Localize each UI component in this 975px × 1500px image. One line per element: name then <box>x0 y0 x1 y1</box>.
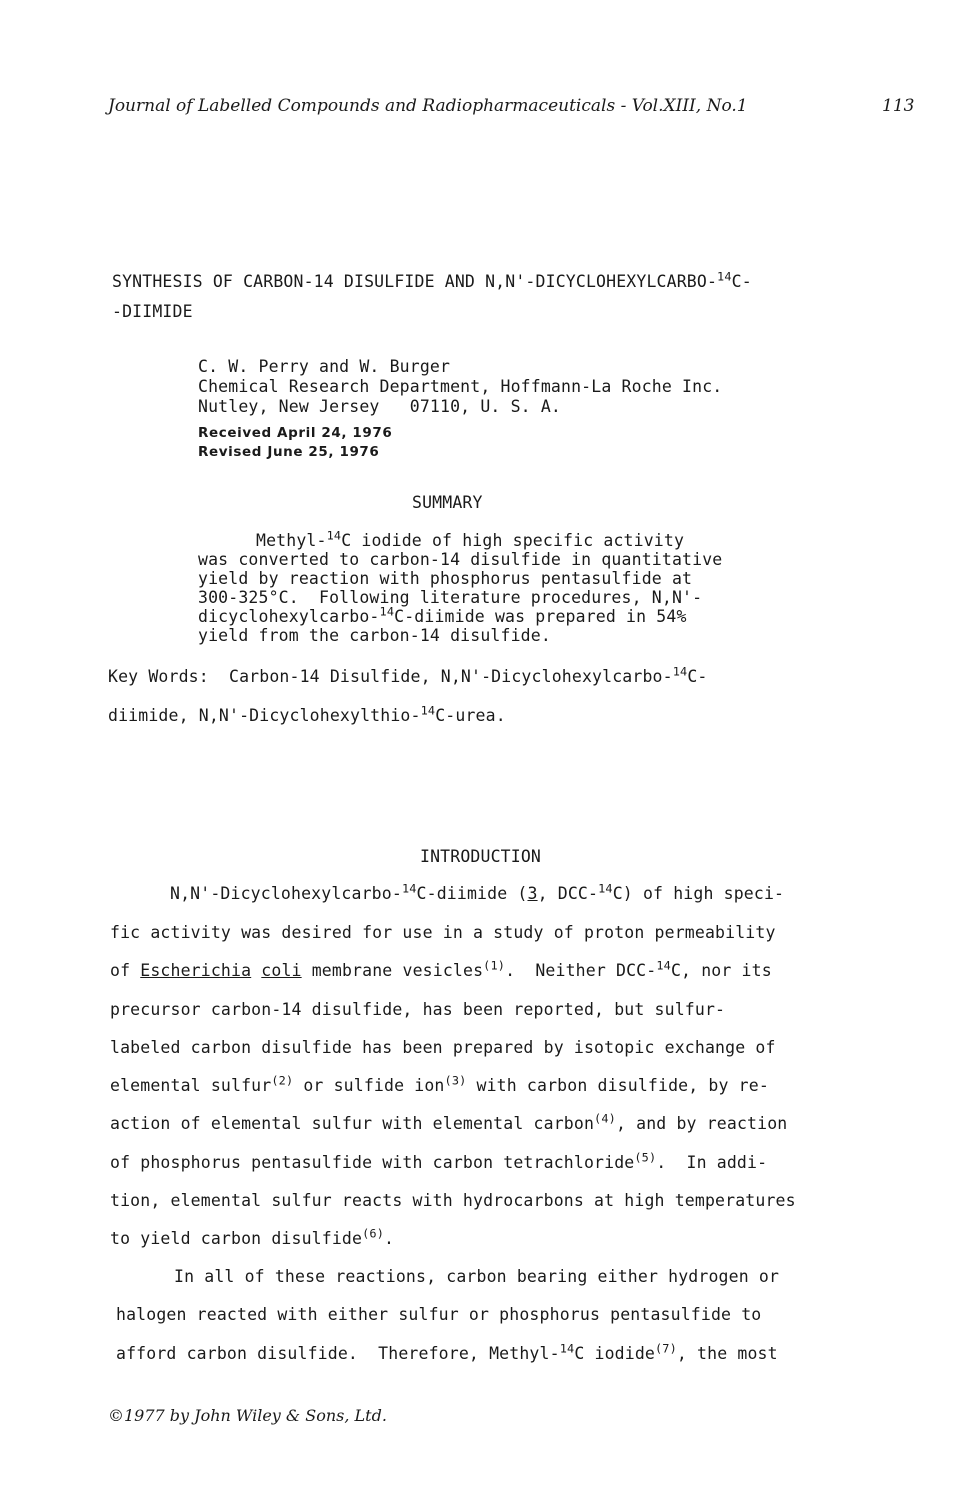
intro-line: halogen reacted with either sulfur or phosphorus pentasulfide to <box>116 1305 762 1324</box>
revised-date: Revised June 25, 1976 <box>198 444 380 460</box>
intro-line: precursor carbon-14 disulfide, has been reported, but sulfur- <box>110 1000 726 1019</box>
intro-line: afford carbon disulfide. Therefore, Methyl-$^{14}$C iodide$^{(7)}$, the most <box>116 1341 778 1363</box>
summary-heading: SUMMARY <box>412 493 483 512</box>
summary-line: was converted to carbon-14 disulfide in quantitative <box>198 550 723 569</box>
intro-line: labeled carbon disulfide has been prepared by isotopic exchange of <box>110 1038 776 1057</box>
author-department: Chemical Research Department, Hoffmann-La Roche Inc. <box>198 377 723 396</box>
summary-line: Methyl-$^{14}$C iodide of high specific activity <box>256 528 685 550</box>
introduction-heading: INTRODUCTION <box>420 847 542 866</box>
journal-header: Journal of Labelled Compounds and Radiopharmaceuticals - Vol.XIII, No.1 <box>108 96 748 116</box>
article-title-line2: -DIIMIDE <box>112 302 193 321</box>
author-names: C. W. Perry and W. Burger <box>198 357 451 376</box>
intro-line: action of elemental sulfur with elemental carbon$^{(4)}$, and by reaction <box>110 1111 788 1133</box>
author-address: Nutley, New Jersey 07110, U. S. A. <box>198 397 562 416</box>
copyright-line: ©1977 by John Wiley & Sons, Ltd. <box>108 1406 387 1425</box>
intro-line: of phosphorus pentasulfide with carbon tetrachloride$^{(5)}$. In addi- <box>110 1150 768 1172</box>
received-date: Received April 24, 1976 <box>198 425 393 441</box>
summary-line: dicyclohexylcarbo-$^{14}$C-diimide was prepared in 54% <box>198 604 687 626</box>
intro-line: of Escherichia coli membrane vesicles$^{(1)}$. Neither DCC-$^{14}$C, nor its <box>110 958 772 980</box>
keywords-line: Key Words: Carbon-14 Disulfide, N,N'-Dicyclohexylcarbo-$^{14}$C- <box>108 664 708 686</box>
keywords-line: diimide, N,N'-Dicyclohexylthio-$^{14}$C-urea. <box>108 703 506 725</box>
article-title: SYNTHESIS OF CARBON-14 DISULFIDE AND N,N'-DICYCLOHEXYLCARBO-$^{14}$C- <box>112 269 752 291</box>
summary-line: yield by reaction with phosphorus pentasulfide at <box>198 569 693 588</box>
intro-line: N,N'-Dicyclohexylcarbo-$^{14}$C-diimide (3, DCC-$^{14}$C) of high speci- <box>170 881 785 903</box>
intro-line: tion, elemental sulfur reacts with hydrocarbons at high temperatures <box>110 1191 796 1210</box>
page-number: 113 <box>882 96 915 116</box>
intro-line: In all of these reactions, carbon bearing either hydrogen or <box>174 1267 780 1286</box>
intro-line: elemental sulfur$^{(2)}$ or sulfide ion$^{(3)}$ with carbon disulfide, by re- <box>110 1073 769 1095</box>
intro-line: fic activity was desired for use in a study of proton permeability <box>110 923 776 942</box>
copyright-icon: © <box>108 1406 124 1425</box>
summary-line: 300-325°C. Following literature procedures, N,N'- <box>198 588 703 607</box>
summary-line: yield from the carbon-14 disulfide. <box>198 626 551 645</box>
intro-line: to yield carbon disulfide$^{(6)}$. <box>110 1226 395 1248</box>
